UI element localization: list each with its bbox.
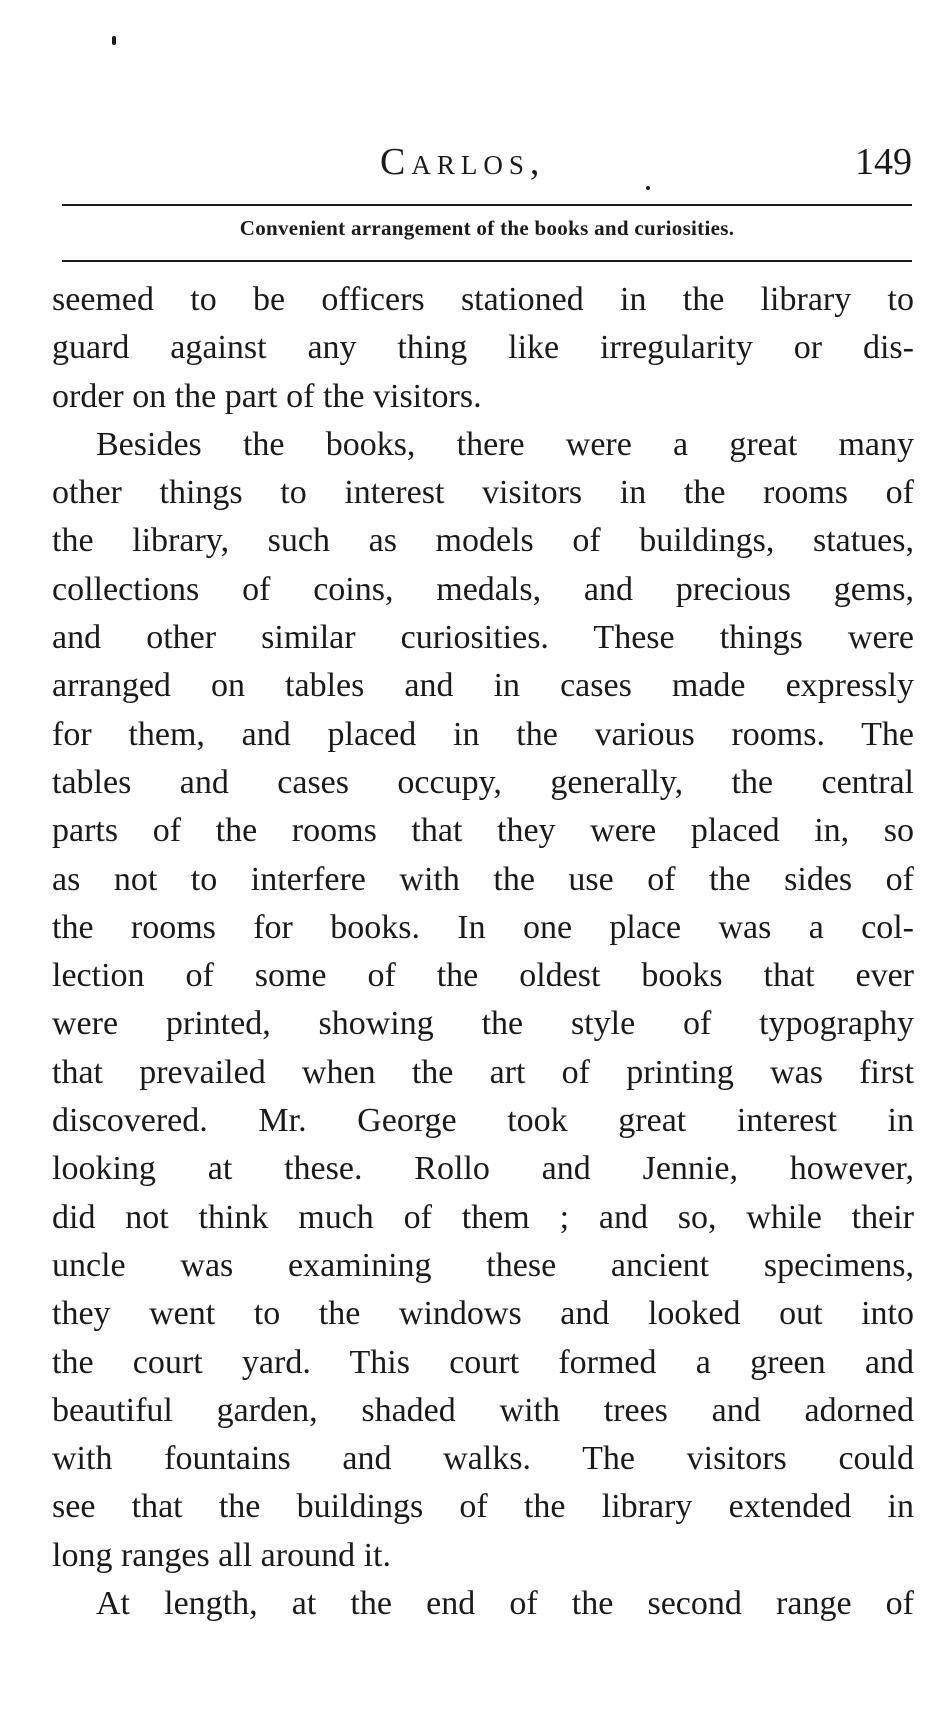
text-line: At length, at the end of the second range of <box>96 1585 914 1623</box>
text-line: that prevailed when the art of printing was first <box>52 1053 914 1091</box>
header-rule-bottom <box>62 260 912 262</box>
text-line: the rooms for books. In one place was a col- <box>52 908 914 946</box>
text-line: did not think much of them ; and so, while their <box>52 1198 914 1236</box>
text-line: tables and cases occupy, generally, the central <box>52 763 914 801</box>
text-line: parts of the rooms that they were placed in, so <box>52 812 914 850</box>
text-line: uncle was examining these ancient specimens, <box>52 1246 914 1284</box>
page-header <box>60 140 912 192</box>
text-line: looking at these. Rollo and Jennie, however, <box>52 1150 914 1188</box>
text-line: the court yard. This court formed a green and <box>52 1343 914 1381</box>
text-line: lection of some of the oldest books that ever <box>52 957 914 995</box>
text-line: for them, and placed in the various rooms. The <box>52 715 914 753</box>
text-line: see that the buildings of the library extended in <box>52 1488 914 1526</box>
text-line: order on the part of the visitors. <box>52 377 482 415</box>
text-line: and other similar curiosities. These things were <box>52 619 914 657</box>
text-line: they went to the windows and looked out into <box>52 1295 914 1333</box>
text-line: other things to interest visitors in the rooms of <box>52 474 914 512</box>
text-line: collections of coins, medals, and precious gems, <box>52 570 914 608</box>
text-line: guard against any thing like irregularity or dis- <box>52 329 914 367</box>
text-line: discovered. Mr. George took great interest in <box>52 1102 914 1140</box>
header-rule-top <box>62 204 912 206</box>
text-line: beautiful garden, shaded with trees and adorned <box>52 1391 914 1429</box>
text-line: long ranges all around it. <box>52 1536 391 1574</box>
page-number: 149 <box>855 141 912 183</box>
ink-speck <box>112 36 116 45</box>
text-line: Besides the books, there were a great many <box>96 425 914 463</box>
text-line: were printed, showing the style of typography <box>52 1005 914 1043</box>
text-line: arranged on tables and in cases made expressly <box>52 667 914 705</box>
body-text <box>52 276 914 1628</box>
running-title: Carlos, <box>380 141 546 183</box>
text-line: the library, such as models of buildings, statues, <box>52 522 914 560</box>
text-line: as not to interfere with the use of the sides of <box>52 860 914 898</box>
text-line: seemed to be officers stationed in the library to <box>52 281 914 318</box>
page-subheading: Convenient arrangement of the books and curiosities. <box>239 216 735 240</box>
text-line: with fountains and walks. The visitors could <box>52 1440 914 1478</box>
